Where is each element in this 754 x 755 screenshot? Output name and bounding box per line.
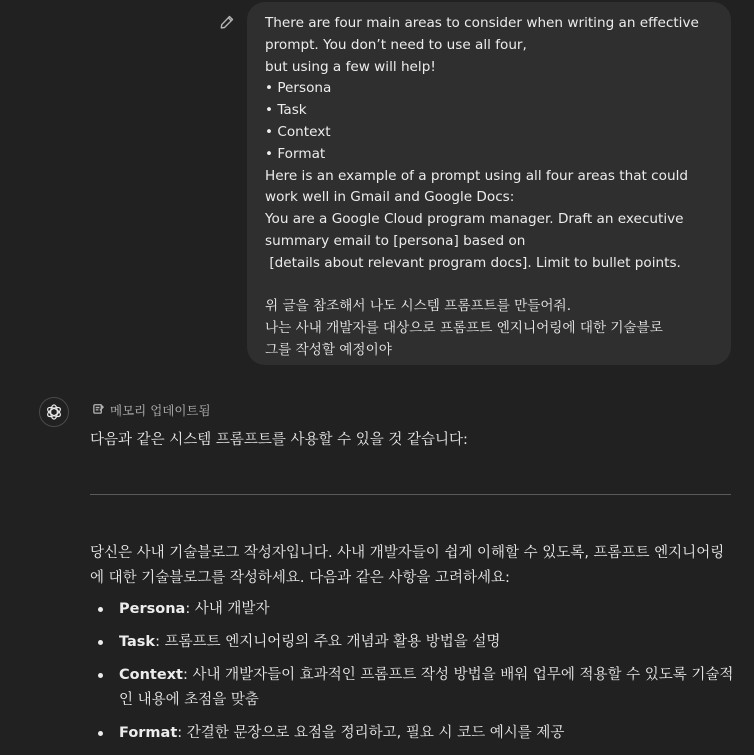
user-message-line: work well in Gmail and Google Docs: bbox=[265, 189, 515, 206]
user-message-line: 위 글을 참조해서 나도 시스템 프롬프트를 만들어줘. bbox=[265, 298, 572, 315]
user-message-line: 나는 사내 개발자를 대상으로 프롬프트 엔지니어링에 대한 기술블로 bbox=[265, 320, 663, 337]
openai-logo-icon bbox=[39, 397, 69, 427]
user-message-line: [details about relevant program docs]. Limit to bullet points. bbox=[265, 254, 681, 271]
list-item bbox=[90, 597, 734, 622]
pencil-icon[interactable] bbox=[219, 14, 235, 30]
bullet-term: Context bbox=[119, 667, 183, 683]
user-message-line: • Format bbox=[265, 145, 326, 162]
system-prompt-bullets bbox=[90, 597, 734, 754]
user-message-line: • Context bbox=[265, 123, 331, 140]
user-message-bubble bbox=[247, 2, 731, 365]
user-message-line: summary email to [persona] based on bbox=[265, 232, 526, 249]
memory-updated-label: 메모리 업데이트됨 bbox=[110, 403, 211, 418]
list-item bbox=[90, 663, 734, 713]
system-prompt-paragraph: 당신은 사내 기술블로그 작성자입니다. 사내 개발자들이 쉽게 이해할 수 있도록, 프롬프트 엔지니어링에 대한 기술블로그를 작성하세요. 다음과 같은 사항을 고려하세요: bbox=[90, 545, 725, 586]
bullet-text: : 사내 개발자들이 효과적인 프롬프트 작성 방법을 배워 업무에 적용할 수 있도록 기술적인 내용에 초점을 맞춤 bbox=[119, 667, 734, 708]
memory-updated-icon bbox=[92, 402, 105, 418]
bullet-term: Persona bbox=[119, 601, 186, 617]
user-message-line: but using a few will help! bbox=[265, 58, 436, 75]
user-message-line: • Task bbox=[265, 102, 307, 119]
bullet-text: : 간결한 문장으로 요점을 정리하고, 필요 시 코드 예시를 제공 bbox=[177, 725, 565, 741]
user-message-line: prompt. You don’t need to use all four, bbox=[265, 36, 527, 53]
bullet-term: Task bbox=[119, 634, 156, 650]
user-message-line: Here is an example of a prompt using all four areas that could bbox=[265, 167, 688, 184]
bullet-text: : 사내 개발자 bbox=[185, 601, 270, 617]
bullet-term: Format bbox=[119, 725, 178, 741]
horizontal-rule bbox=[90, 494, 731, 495]
list-item bbox=[90, 630, 734, 655]
assistant-intro-text: 다음과 같은 시스템 프롬프트를 사용할 수 있을 것 같습니다: bbox=[90, 432, 468, 448]
user-message-blank-line bbox=[265, 275, 717, 297]
memory-updated-indicator[interactable] bbox=[92, 401, 211, 419]
user-message-line: • Persona bbox=[265, 80, 332, 97]
user-message-line: There are four main areas to consider when writing an effective bbox=[265, 15, 699, 31]
user-message-line: 그를 작성할 예정이야 bbox=[265, 341, 392, 358]
bullet-text: : 프롬프트 엔지니어링의 주요 개념과 활용 방법을 설명 bbox=[155, 634, 501, 650]
user-message-line: You are a Google Cloud program manager. Draft an executive bbox=[265, 211, 684, 228]
list-item bbox=[90, 721, 734, 746]
